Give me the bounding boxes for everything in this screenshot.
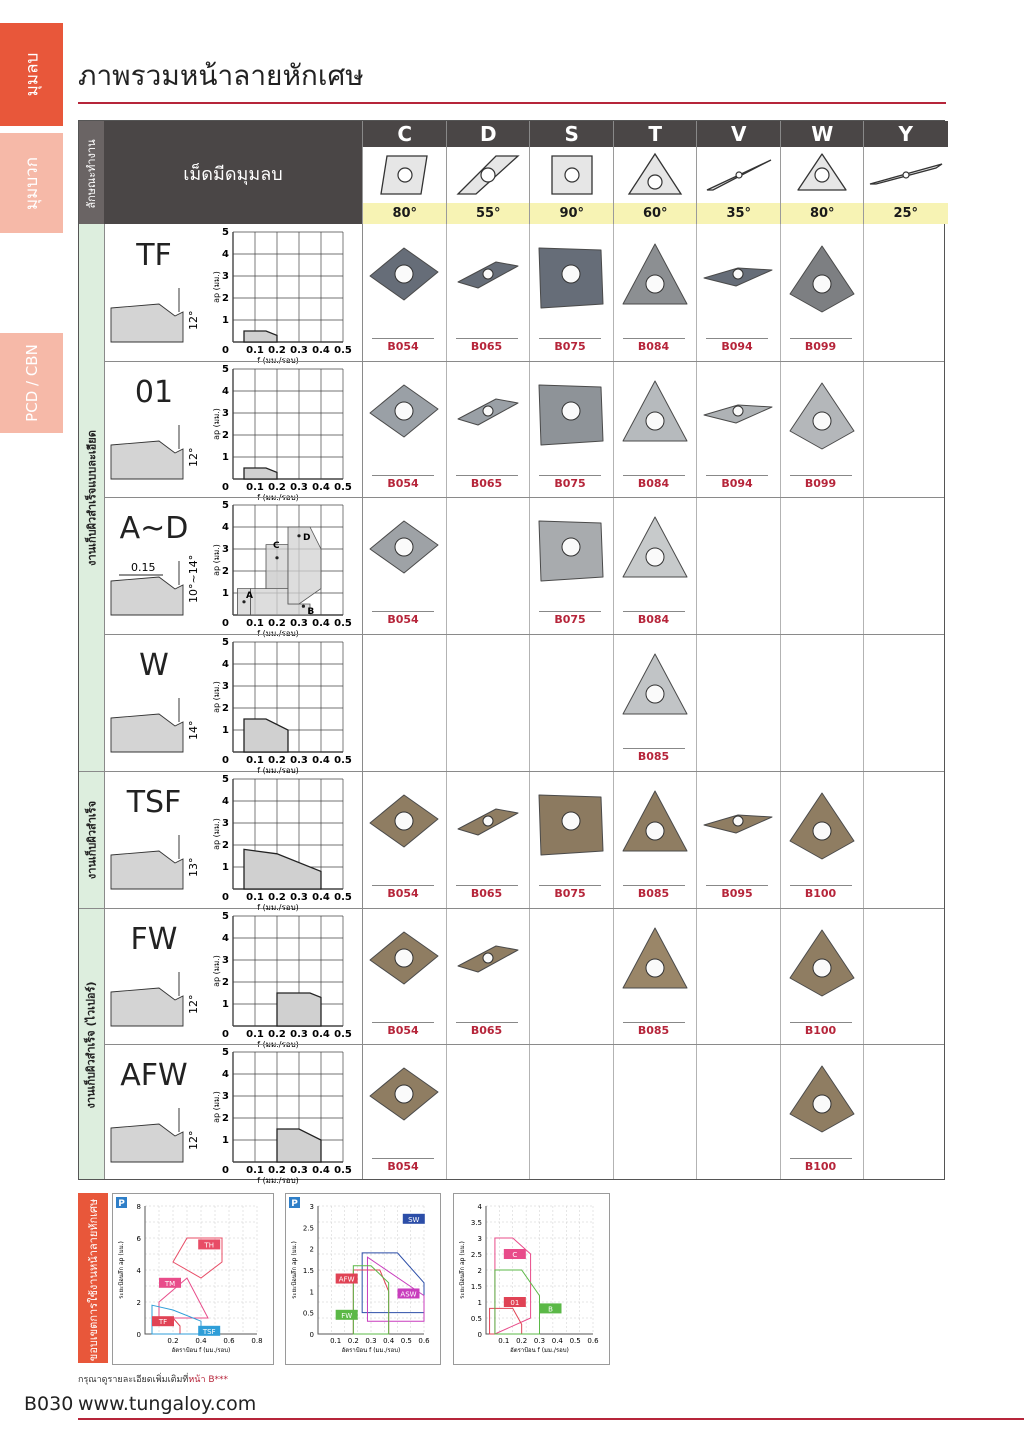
x-tick-label: 0.4 — [312, 755, 330, 767]
row-divider — [104, 634, 944, 635]
bottom-section-label: ขอบเขตการใช้งานหน้าลายหักเศษ — [78, 1193, 108, 1363]
y-tick-label: 2 — [222, 293, 229, 304]
x-tick-label: 0.1 — [246, 618, 264, 630]
y-tick-label: 2 — [222, 703, 229, 715]
y-tick-label: 0 — [136, 1331, 141, 1339]
page-reference-code[interactable]: B065 — [456, 338, 518, 353]
insert-shape-s-icon — [529, 147, 614, 204]
x-tick-label: 0.5 — [334, 1028, 352, 1040]
insert-photo-tsf-v — [698, 785, 778, 865]
insert-photo-01-s — [531, 375, 611, 455]
range-tag-label: AFW — [338, 1275, 355, 1284]
page-reference-code[interactable]: B054 — [372, 885, 434, 900]
x-axis-label: f (มม./รอบ) — [257, 1176, 299, 1186]
x-tick-label: 0.3 — [290, 1028, 308, 1040]
page-reference-code[interactable]: B084 — [623, 338, 685, 353]
x-tick-label: 0.1 — [330, 1337, 342, 1345]
y-tick-label: 0.5 — [302, 1309, 314, 1318]
insert-shape-y-icon — [863, 147, 948, 204]
y-tick-label: 8 — [136, 1203, 141, 1211]
y-tick-label: 1 — [222, 451, 229, 463]
page-reference-code[interactable]: B084 — [623, 611, 685, 626]
insert-photo-fw-w — [782, 922, 862, 1002]
column-divider — [529, 224, 530, 1179]
insert-photo-tsf-w — [782, 785, 862, 865]
insert-photo-01-v — [698, 375, 778, 455]
column-divider — [696, 224, 697, 1179]
x-tick-label: 0.1 — [498, 1337, 510, 1345]
breaker-name-tsf: TSF — [126, 784, 182, 820]
y-axis-label: ap (มม.) — [212, 271, 221, 303]
x-tick-label: 0.2 — [516, 1337, 528, 1345]
x-tick-label: 0.8 — [251, 1337, 263, 1345]
insert-photo-01-c — [364, 375, 444, 455]
range-tag-label: TSF — [202, 1327, 216, 1336]
y-tick-label: 1 — [222, 588, 229, 600]
x-axis-label: f (มม./รอบ) — [257, 902, 299, 912]
edge-profile-icon — [109, 1106, 209, 1166]
region-point-label: C — [273, 541, 280, 552]
y-tick-label: 3 — [222, 271, 229, 282]
breaker-name-fw: FW — [130, 921, 178, 957]
x-tick-label: 0.5 — [334, 618, 352, 630]
insert-photo-a-d-s — [531, 511, 611, 591]
y-tick-label: 3 — [477, 1235, 482, 1243]
operation-header: ลักษณะทำงาน — [79, 121, 104, 224]
column-letter-s: S — [529, 121, 614, 147]
edge-profile — [109, 1106, 209, 1170]
y-axis-label: ap (มม.) — [212, 817, 221, 850]
edge-profile — [109, 696, 209, 760]
rake-angle-label: 14° — [187, 720, 200, 741]
page-reference-code[interactable]: B085 — [623, 885, 685, 900]
rake-angle-label: 10°~14° — [187, 555, 200, 604]
range-graph — [213, 636, 363, 775]
ap-f-range-graph — [213, 910, 363, 1045]
y-tick-label: 2.5 — [302, 1224, 314, 1233]
page-reference-code[interactable]: B065 — [456, 475, 518, 490]
origin-tick-label: 0 — [222, 1165, 229, 1177]
insert-photo-tsf-t — [615, 785, 695, 865]
x-tick-label: 0.1 — [246, 755, 264, 767]
range-graph — [213, 910, 363, 1049]
x-axis-label: อัตราป้อน f (มม./รอบ) — [341, 1347, 401, 1354]
x-tick-label: 0.6 — [418, 1337, 430, 1345]
tab-pcd-cbn[interactable]: PCD / CBN — [0, 333, 63, 433]
x-tick-label: 0.2 — [268, 891, 286, 903]
column-angle-c: 80° — [362, 203, 447, 224]
y-tick-label: 2 — [222, 976, 229, 988]
insert-photo-tf-t — [615, 238, 695, 318]
ap-f-range-graph — [213, 363, 363, 498]
x-tick-label: 0.4 — [312, 891, 330, 903]
row-divider — [104, 1044, 944, 1045]
page-reference-code[interactable]: B084 — [623, 475, 685, 490]
y-tick-label: 4 — [222, 932, 229, 944]
page-reference-code[interactable]: B094 — [706, 338, 768, 353]
page-reference-code[interactable]: B085 — [623, 748, 685, 763]
column-divider — [613, 224, 614, 1179]
insert-photo-01-w — [782, 375, 862, 455]
y-tick-label: 2 — [136, 1299, 141, 1307]
y-tick-label: 3 — [222, 681, 229, 693]
x-axis-label: อัตราป้อน f (มม./รอบ) — [171, 1347, 231, 1354]
y-tick-label: 3 — [222, 954, 229, 966]
insert-photo-tf-d — [448, 238, 528, 318]
page-reference-code[interactable]: B075 — [539, 338, 601, 353]
y-tick-label: 4 — [222, 1069, 229, 1081]
y-tick-label: 3 — [222, 544, 229, 556]
y-tick-label: 3 — [309, 1203, 314, 1211]
x-tick-label: 0.4 — [312, 345, 330, 356]
y-tick-label: 5 — [222, 363, 229, 375]
x-tick-label: 0.3 — [365, 1337, 377, 1345]
y-tick-label: 0 — [309, 1331, 314, 1339]
edge-profile — [109, 286, 209, 350]
y-tick-label: 4 — [222, 659, 229, 671]
page-reference-code[interactable]: B054 — [372, 1158, 434, 1173]
rake-angle-label: 12° — [187, 310, 200, 330]
y-tick-label: 2 — [222, 429, 229, 441]
y-tick-label: 5 — [222, 773, 229, 785]
column-angle-s: 90° — [529, 203, 614, 224]
range-tag-label: FW — [341, 1311, 353, 1320]
x-tick-label: 0.4 — [312, 481, 330, 493]
insert-shape-c-icon — [362, 147, 447, 204]
y-tick-label: 5 — [222, 227, 229, 238]
page-reference-code[interactable]: B095 — [706, 885, 768, 900]
column-angle-w: 80° — [780, 203, 865, 224]
y-tick-label: 1 — [309, 1288, 314, 1297]
page-reference-code[interactable]: B075 — [539, 475, 601, 490]
page-reference-code[interactable]: B100 — [790, 885, 852, 900]
land-width-label: 0.15 — [131, 561, 156, 575]
column-letter-v: V — [696, 121, 781, 147]
x-tick-label: 0.5 — [334, 481, 352, 493]
x-tick-label: 0.3 — [290, 481, 308, 493]
y-tick-label: 4 — [477, 1203, 482, 1211]
footnote-link[interactable]: หน้า B*** — [188, 1375, 229, 1385]
y-tick-label: 3.5 — [470, 1219, 482, 1227]
insert-header: เม็ดมีดมุมลบ — [104, 121, 362, 224]
insert-shape-v-icon — [696, 147, 781, 204]
edge-profile-icon — [109, 286, 209, 346]
origin-tick-label: 0 — [222, 755, 229, 767]
y-axis-label: ap (มม.) — [212, 1091, 221, 1124]
y-axis-label: ap (มม.) — [212, 407, 221, 440]
page-reference-code[interactable]: B054 — [372, 1022, 434, 1037]
range-tag-label: ASW — [400, 1290, 417, 1299]
x-tick-label: 0.1 — [246, 481, 264, 493]
page-reference-code[interactable]: B075 — [539, 611, 601, 626]
row-divider — [104, 497, 944, 498]
x-tick-label: 0.2 — [268, 481, 286, 493]
region-point-label: A — [246, 591, 253, 602]
page-reference-code[interactable]: B054 — [372, 338, 434, 353]
y-tick-label: 1.5 — [470, 1283, 482, 1291]
column-divider — [446, 224, 447, 1179]
page-reference-code[interactable]: B100 — [790, 1022, 852, 1037]
x-tick-label: 0.3 — [290, 1165, 308, 1177]
edge-profile-icon — [109, 833, 209, 893]
range-graph — [213, 499, 363, 638]
insert-photo-tsf-c — [364, 785, 444, 865]
page-reference-code[interactable]: B065 — [456, 885, 518, 900]
group-divider — [79, 908, 944, 909]
x-tick-label: 0.5 — [334, 345, 352, 356]
x-tick-label: 0.3 — [290, 345, 308, 356]
y-tick-label: 0 — [477, 1331, 482, 1339]
range-graph — [213, 773, 363, 912]
ap-f-range-graph — [213, 499, 363, 634]
y-tick-label: 2 — [222, 839, 229, 851]
page-reference-code[interactable]: B099 — [790, 475, 852, 490]
y-tick-label: 1 — [222, 725, 229, 737]
region-point-label: D — [303, 533, 311, 544]
insert-photo-tf-w — [782, 238, 862, 318]
range-graph — [213, 226, 363, 365]
x-tick-label: 0.2 — [268, 1028, 286, 1040]
y-tick-label: 3 — [222, 817, 229, 829]
x-tick-label: 0.4 — [551, 1337, 563, 1345]
group-label: งานเก็บผิวสำเร็จ — [85, 801, 98, 880]
y-tick-label: 3 — [222, 1091, 229, 1103]
page-reference-code[interactable]: B099 — [790, 338, 852, 353]
origin-tick-label: 0 — [222, 1028, 229, 1040]
edge-profile-icon — [109, 970, 209, 1030]
title-divider — [78, 102, 946, 104]
x-tick-label: 0.5 — [400, 1337, 412, 1345]
x-tick-label: 0.2 — [268, 1165, 286, 1177]
page-reference-code[interactable]: B054 — [372, 611, 434, 626]
column-divider — [780, 224, 781, 1179]
rake-angle-label: 12° — [187, 1130, 200, 1151]
range-tag-label: B — [548, 1305, 553, 1314]
column-letter-c: C — [362, 121, 447, 147]
y-tick-label: 1 — [477, 1299, 482, 1307]
column-angle-v: 35° — [696, 203, 781, 224]
tab-negative[interactable]: มุมลบ — [0, 23, 63, 126]
x-tick-label: 0.4 — [312, 1165, 330, 1177]
insert-photo-tf-s — [531, 238, 611, 318]
range-tag-label: TH — [204, 1241, 214, 1250]
insert-photo-fw-c — [364, 922, 444, 1002]
x-tick-label: 0.3 — [290, 755, 308, 767]
edge-profile — [109, 423, 209, 487]
y-tick-label: 2.5 — [470, 1251, 482, 1259]
origin-tick-label: 0 — [222, 891, 229, 903]
y-tick-label: 4 — [222, 385, 229, 397]
insert-photo-tsf-s — [531, 785, 611, 865]
y-tick-label: 2 — [477, 1267, 482, 1275]
insert-photo-w-t — [615, 648, 695, 728]
x-tick-label: 0.3 — [290, 891, 308, 903]
insert-shape-t-icon — [613, 147, 698, 204]
y-axis-label: ระยะป้อนลึก ap (มม.) — [459, 1241, 466, 1299]
rake-angle-label: 12° — [187, 447, 200, 467]
range-graph — [213, 1046, 363, 1185]
y-tick-label: 4 — [222, 795, 229, 807]
column-letter-t: T — [613, 121, 698, 147]
range-tag-label: 01 — [510, 1299, 520, 1307]
breaker-name-afw: AFW — [120, 1058, 188, 1094]
x-tick-label: 0.5 — [334, 1165, 352, 1177]
edge-profile — [109, 833, 209, 897]
y-tick-label: 6 — [136, 1235, 141, 1243]
x-tick-label: 0.4 — [383, 1337, 395, 1345]
y-axis-label: ap (มม.) — [212, 681, 221, 714]
page-reference-code[interactable]: B065 — [456, 1022, 518, 1037]
insert-photo-afw-w — [782, 1058, 862, 1138]
column-angle-d: 55° — [446, 203, 531, 224]
origin-tick-label: 0 — [222, 481, 229, 493]
application-range-chart — [453, 1193, 610, 1365]
range-tag-label: C — [512, 1251, 518, 1259]
page-reference-code[interactable]: B075 — [539, 885, 601, 900]
y-tick-label: 5 — [222, 1047, 229, 1059]
ap-f-range-graph — [212, 636, 363, 776]
column-letter-d: D — [446, 121, 531, 147]
x-tick-label: 0.6 — [223, 1337, 235, 1345]
row-divider — [104, 361, 944, 362]
tab-positive[interactable]: มุมบวก — [0, 133, 63, 233]
y-tick-label: 4 — [222, 522, 229, 534]
ap-f-range-graph — [212, 1046, 363, 1186]
x-tick-label: 0.3 — [533, 1337, 546, 1345]
insert-photo-01-d — [448, 375, 528, 455]
page-reference-code[interactable]: B094 — [706, 475, 768, 490]
y-tick-label: 1 — [222, 861, 229, 873]
region-point-label: B — [307, 607, 315, 618]
y-tick-label: 4 — [136, 1267, 141, 1275]
origin-tick-label: 0 — [222, 345, 229, 356]
column-angle-t: 60° — [613, 203, 698, 224]
origin-tick-label: 0 — [222, 618, 229, 630]
y-tick-label: 1.5 — [302, 1267, 314, 1275]
footer-divider — [78, 1418, 1024, 1420]
breaker-name-w: W — [139, 648, 169, 684]
insert-photo-a-d-c — [364, 511, 444, 591]
insert-photo-fw-d — [448, 922, 528, 1002]
range-tag-label: TF — [158, 1318, 168, 1327]
x-tick-label: 0.4 — [312, 1028, 330, 1040]
x-tick-label: 0.5 — [334, 755, 352, 767]
column-angle-y: 25° — [863, 203, 948, 224]
y-tick-label: 5 — [222, 910, 229, 922]
breaker-name-tf: TF — [136, 238, 172, 273]
material-badge: P — [291, 1199, 298, 1209]
ap-f-range-graph — [213, 226, 363, 361]
x-tick-label: 0.2 — [268, 345, 286, 356]
edge-profile-icon — [109, 555, 209, 619]
insert-photo-fw-t — [615, 922, 695, 1002]
y-tick-label: 1 — [222, 998, 229, 1010]
x-tick-label: 0.1 — [246, 1028, 264, 1040]
range-tag-label: SW — [408, 1215, 420, 1224]
insert-shape-w-icon — [780, 147, 865, 204]
insert-photo-tf-v — [698, 238, 778, 318]
x-tick-label: 0.5 — [334, 891, 352, 903]
y-axis-label: ap (มม.) — [212, 544, 221, 577]
breaker-name-a-d: A~D — [119, 511, 189, 547]
insert-shape-d-icon — [446, 147, 531, 204]
rake-angle-label: 12° — [187, 994, 200, 1014]
application-range-chart — [285, 1193, 441, 1365]
y-tick-label: 2 — [222, 1113, 229, 1125]
y-tick-label: 5 — [222, 637, 229, 649]
website-link[interactable]: www.tungaloy.com — [78, 1393, 257, 1415]
page-number: B030 — [24, 1393, 74, 1415]
column-letter-y: Y — [863, 121, 948, 147]
rake-angle-label: 13° — [187, 857, 200, 877]
insert-photo-a-d-t — [615, 511, 695, 591]
edge-profile-icon — [109, 423, 209, 483]
y-axis-label: ap (มม.) — [212, 954, 221, 987]
y-axis-label: ระยะป้อนลึก ap (มม.) — [291, 1241, 298, 1299]
x-tick-label: 0.4 — [312, 618, 330, 630]
x-tick-label: 0.1 — [246, 891, 264, 903]
page-reference-code[interactable]: B100 — [790, 1158, 852, 1173]
y-tick-label: 1 — [222, 315, 229, 326]
y-tick-label: 0.5 — [470, 1315, 482, 1323]
material-badge: P — [118, 1199, 125, 1209]
group-label: งานเก็บผิวสำเร็จ (ไวเปอร์) — [85, 981, 99, 1109]
x-tick-label: 0.3 — [290, 618, 308, 630]
y-tick-label: 5 — [222, 500, 229, 512]
x-tick-label: 0.2 — [268, 755, 286, 767]
page-reference-code[interactable]: B054 — [372, 475, 434, 490]
group-divider — [79, 771, 944, 772]
insert-photo-tsf-d — [448, 785, 528, 865]
application-range-chart — [112, 1193, 274, 1365]
range-tag-label: TM — [164, 1279, 176, 1288]
page-title: ภาพรวมหน้าลายหักเศษ — [78, 59, 364, 92]
x-axis-label: f (มม./รอบ) — [257, 766, 299, 776]
group-label: งานเก็บผิวสำเร็จแบบละเอียด — [85, 430, 99, 567]
page-reference-code[interactable]: B085 — [623, 1022, 685, 1037]
x-tick-label: 0.6 — [587, 1337, 599, 1345]
y-tick-label: 2 — [309, 1245, 314, 1254]
y-tick-label: 3 — [222, 407, 229, 419]
edge-profile — [109, 970, 209, 1034]
breaker-name-01: 01 — [134, 374, 174, 410]
x-tick-label: 0.1 — [246, 345, 264, 356]
y-tick-label: 2 — [222, 566, 229, 578]
x-tick-label: 0.2 — [167, 1337, 179, 1345]
x-tick-label: 0.4 — [195, 1337, 207, 1345]
column-letter-w: W — [780, 121, 865, 147]
y-tick-label: 4 — [222, 249, 229, 260]
x-tick-label: 0.2 — [268, 618, 286, 630]
edge-profile-icon — [109, 696, 209, 756]
insert-photo-tf-c — [364, 238, 444, 318]
chipbreaker-table — [78, 120, 945, 1186]
insert-photo-afw-c — [364, 1058, 444, 1138]
ap-f-range-graph — [212, 773, 363, 912]
x-tick-label: 0.5 — [569, 1337, 581, 1345]
edge-profile — [109, 555, 209, 623]
x-tick-label: 0.1 — [246, 1165, 264, 1177]
column-divider — [863, 224, 864, 1179]
insert-photo-01-t — [615, 375, 695, 455]
footnote: กรุณาดูรายละเอียดเพิ่มเติมที่หน้า B*** — [78, 1375, 229, 1385]
x-axis-label: อัตราป้อน f (มม./รอบ) — [510, 1347, 569, 1354]
y-axis-label: ระยะป้อนลึก ap (มม.) — [118, 1241, 125, 1299]
range-graph — [213, 363, 363, 502]
x-tick-label: 0.2 — [347, 1337, 359, 1345]
y-tick-label: 1 — [222, 1135, 229, 1147]
